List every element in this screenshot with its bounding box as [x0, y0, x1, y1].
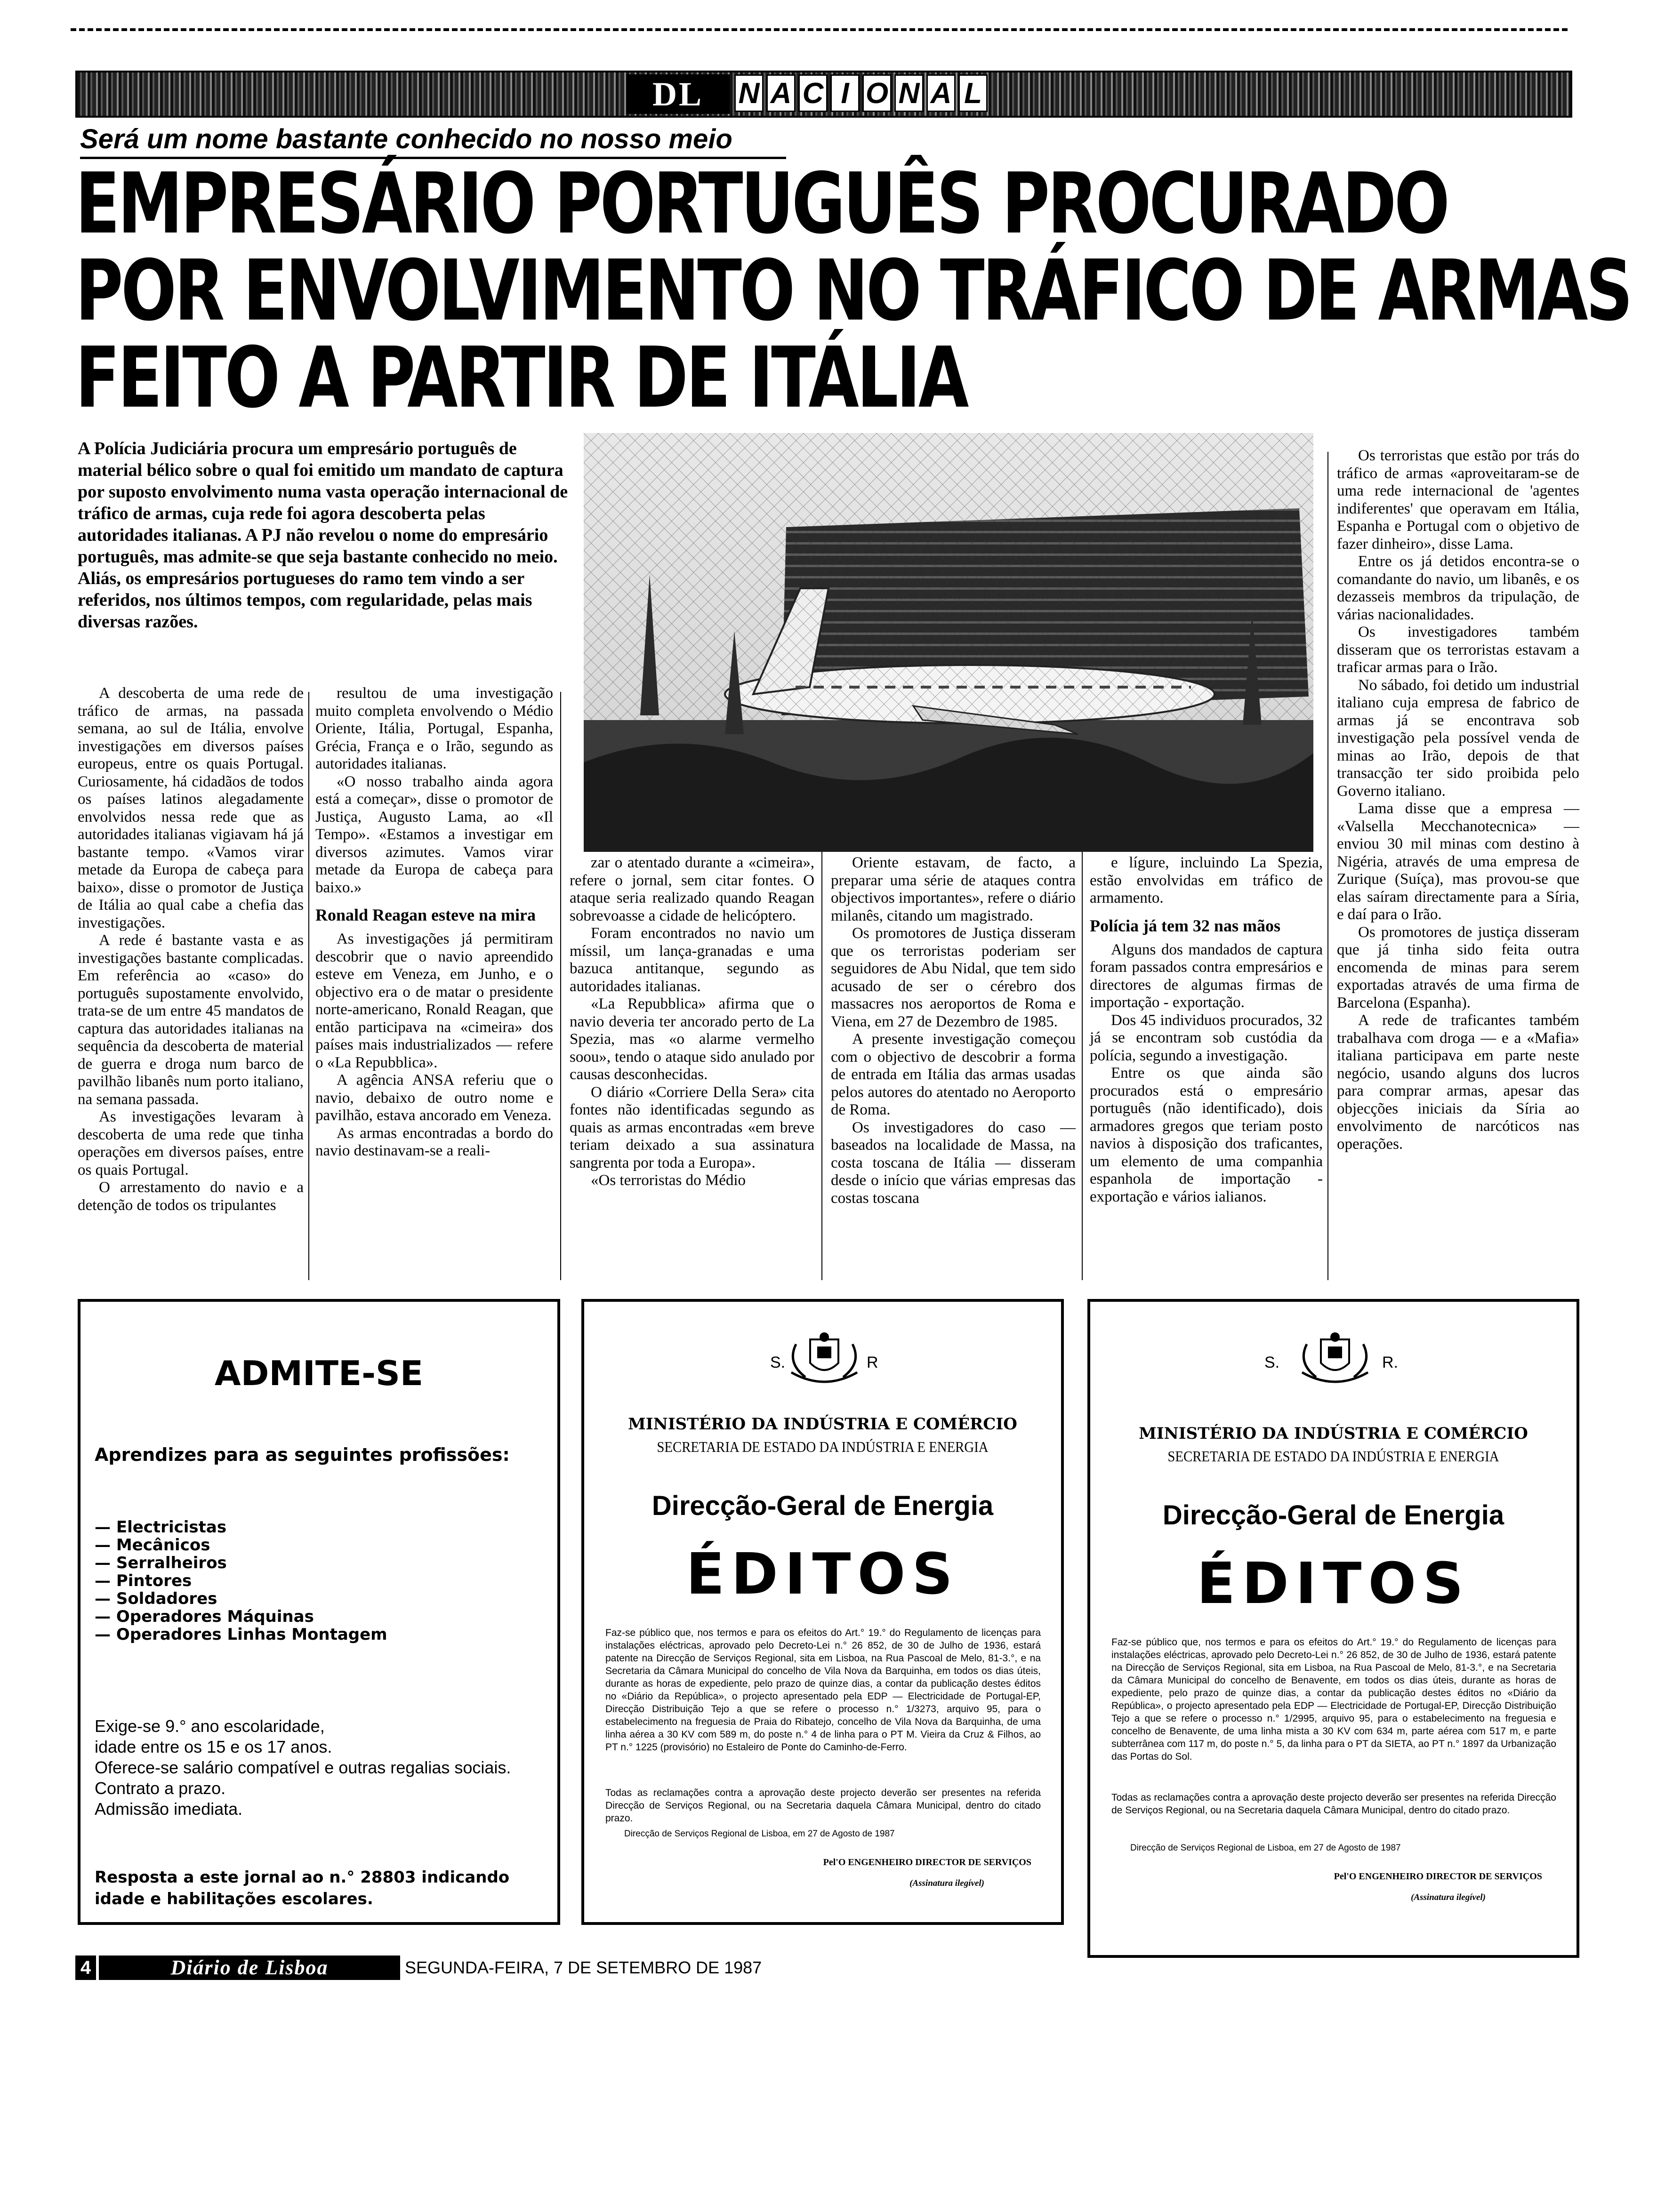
- paragraph: Os terroristas que estão por trás do tráfico de armas «aproveitaram-se de uma rede internacional de 'agentes indiferentes' que operavam em Itália, Espanha e Portugal com o objetivo de fazer dinheiro», disse Lama.: [1337, 447, 1579, 553]
- list-item: — Electricistas: [95, 1518, 227, 1537]
- article-column-1: [78, 685, 304, 1214]
- headline-line: EMPRESÁRIO PORTUGUÊS PROCURADO: [75, 155, 1448, 252]
- editos-signature: (Assinatura ilegível): [909, 1878, 984, 1888]
- paragraph: Alguns dos mandados de captura foram passados contra empresários e directores de algumas firmas de importação - exportação.: [1090, 941, 1323, 1011]
- sr-left-letter: S.: [1264, 1354, 1280, 1371]
- paragraph: A rede é bastante vasta e as investigações bastante complicadas. Em referência ao «caso» do português supostamente envolvido, trata-se de um entre 45 mandatos de captura das autoridades italianas na sequência da descoberta de material de guerra e droga num barco de pavilhão libanês num porto italiano, na semana passada.: [78, 932, 304, 1108]
- directorate-name: Direcção-Geral de Energia: [652, 1491, 994, 1521]
- paragraph: As investigações já permitiram descobrir que o navio apreendido esteve em Veneza, em Junho, e o objectivo era o de matar o presidente norte-americano, Ronald Reagan, que então participava na «cimeira» dos países mais industrializados — refere o «La Repubblica».: [315, 930, 553, 1071]
- article-column-4: [831, 854, 1076, 1207]
- list-item: — Pintores: [95, 1571, 192, 1590]
- column-rule: [308, 692, 309, 1280]
- masthead-logo: Diário de Lisboa: [99, 1956, 400, 1980]
- section-label-nacional: [734, 74, 990, 114]
- article-column-3: [570, 854, 814, 1190]
- article-column-5: [1090, 854, 1323, 1206]
- paragraph: resultou de uma investigação muito completa envolvendo o Médio Oriente, Itália, Portugal, Espanha, Grécia, França e o Irão, segundo as autoridades italianas.: [315, 685, 553, 772]
- editos-signature: (Assinatura ilegível): [1411, 1892, 1486, 1902]
- paragraph: e lígure, incluindo La Spezia, estão envolvidas em tráfico de armamento.: [1090, 854, 1323, 906]
- paragraph: «O nosso trabalho ainda agora está a começar», disse o promotor de Justiça, Augusto Lama, ao «Il Tempo». «Estamos a investigar em diversos azimutes. Vamos virar metade da Europa de cabeça para baixo.»: [315, 773, 553, 896]
- issue-date: SEGUNDA-FEIRA, 7 DE SETEMBRO DE 1987: [405, 1958, 762, 1977]
- ministry-name: MINISTÉRIO DA INDÚSTRIA E COMÉRCIO: [1139, 1424, 1528, 1443]
- column-rule: [1082, 852, 1083, 1280]
- section-letter: A: [766, 74, 796, 112]
- section-letter: A: [926, 74, 956, 112]
- section-letter: I: [830, 74, 860, 112]
- ad-intro: Aprendizes para as seguintes profissões:: [95, 1444, 510, 1465]
- directorate-name: Direcção-Geral de Energia: [1162, 1500, 1504, 1531]
- airplane-photo-graphic: [584, 433, 1313, 852]
- section-letter: N: [734, 74, 764, 112]
- article-column-6: [1337, 447, 1579, 1153]
- paragraph: O diário «Corriere Della Sera» cita fontes não identificadas segundo as quais as armas encontradas «em breve teriam deixado a sua assinatura sangrenta por toda a Europa».: [570, 1083, 814, 1171]
- paragraph: Oriente estavam, de facto, a preparar uma série de ataques contra objectivos importantes», refere o diário milanês, citando um magistrado.: [831, 854, 1076, 924]
- subheading-reagan: Ronald Reagan esteve na mira: [315, 906, 536, 924]
- ministry-name: MINISTÉRIO DA INDÚSTRIA E COMÉRCIO: [628, 1415, 1017, 1434]
- paragraph: O arrestamento do navio e a detenção de todos os tripulantes: [78, 1179, 304, 1214]
- sr-right-letter: R: [867, 1354, 878, 1371]
- ad-admite-se: [78, 1299, 560, 1925]
- list-item: — Soldadores: [95, 1589, 217, 1608]
- paragraph: Lama disse que a empresa — «Valsella Mecchanotecnica» — enviou 30 mil minas com destino à Nigéria, através de uma empresa de Zurique (Suíça), mas provou-se que elas saíram directamente para a Síria, e daí para o Irão.: [1337, 800, 1579, 923]
- list-item: — Operadores Linhas Montagem: [95, 1625, 387, 1644]
- section-letter: N: [894, 74, 924, 112]
- article-photo-airplane: [584, 433, 1313, 852]
- list-item: — Mecânicos: [95, 1536, 210, 1555]
- list-item: — Operadores Máquinas: [95, 1607, 314, 1626]
- paragraph: A presente investigação começou com o objectivo de descobrir a forma de entrada em Itália das armas usadas pelos autores do atentado no Aeroporto de Roma.: [831, 1031, 1076, 1118]
- headline-line: FEITO A PARTIR DE ITÁLIA: [75, 329, 967, 426]
- headline-line: POR ENVOLVIMENTO NO TRÁFICO DE ARMAS: [75, 242, 1631, 339]
- requirement-line: Admissão imediata.: [95, 1799, 243, 1819]
- paragraph: A agência ANSA referiu que o navio, debaixo de outro nome e pavilhão, estava ancorado em Veneza.: [315, 1072, 553, 1124]
- editos-claims: Todas as reclamações contra a aprovação deste projecto deverão ser presentes na referida Direcção de Serviços Regional, ou na Secretaria daquela Câmara Municipal, dentro do citado prazo.: [1111, 1792, 1556, 1816]
- coat-of-arms-icon: [772, 1330, 876, 1387]
- section-letter: C: [798, 74, 828, 112]
- editos-title: ÉDITOS: [686, 1542, 959, 1607]
- paragraph: Entre os que ainda são procurados está o empresário português (não identificado), dois armadores gregos que teriam posto navios à disposição dos traficantes, um elemento de uma companhia espanhola de importação - exportação e vários ialianos.: [1090, 1065, 1323, 1205]
- paragraph: No sábado, foi detido um industrial italiano cuja empresa de fabrico de armas já se encontrava sob investigação pela possível venda de minas ao Irão, depois de that transacção ter sido proibida pelo Governo italiano.: [1337, 676, 1579, 800]
- paragraph: «Os terroristas do Médio: [591, 1172, 746, 1189]
- paragraph: «La Repubblica» afirma que o navio deveria ter ancorado perto de La Spezia, mas «o alarme vermelho soou», tendo o ataque sido anulado por causas desconhecidas.: [570, 995, 814, 1083]
- editos-signer: Pel'O ENGENHEIRO DIRECTOR DE SERVIÇOS: [823, 1857, 1031, 1867]
- secretariat-name: SECRETARIA DE ESTADO DA INDÚSTRIA E ENERGIA: [657, 1438, 989, 1455]
- ad-editos-barquinha: [581, 1299, 1064, 1925]
- ad-requirements: [95, 1716, 542, 1819]
- ad-profession-list: [95, 1518, 542, 1643]
- editos-title: ÉDITOS: [1197, 1551, 1470, 1617]
- ad-title: ADMITE-SE: [214, 1354, 424, 1393]
- section-letter: L: [958, 74, 988, 112]
- paragraph: As armas encontradas a bordo do navio destinavam-se a reali-: [315, 1124, 553, 1159]
- paragraph: zar o atentado durante a «cimeira», refere o jornal, sem citar fontes. O ataque seria realizado quando Reagan sobrevoasse a cidade de helicóptero.: [570, 854, 814, 924]
- page-number: 4: [75, 1956, 96, 1980]
- paragraph: Entre os já detidos encontra-se o comandante do navio, um libanês, e os dezasseis membros da tripulação, de várias nacionalidades.: [1337, 553, 1579, 623]
- paragraph: Os promotores de justiça disseram que já tinha sido feita outra encomenda de minas para serem exportadas através de uma firma de Barcelona (Espanha).: [1337, 923, 1579, 1011]
- article-headline: [75, 155, 1631, 426]
- paragraph: Os investigadores do caso — baseados na localidade de Massa, na costa toscana de Itália — disseram desde o início que várias empresas das costas toscana: [831, 1119, 1076, 1207]
- column-rule: [821, 852, 822, 1280]
- requirement-line: idade entre os 15 e os 17 anos.: [95, 1737, 332, 1756]
- section-letter: O: [862, 74, 892, 112]
- top-dashed-rule: [71, 28, 1568, 35]
- requirement-line: Contrato a prazo.: [95, 1779, 226, 1798]
- paragraph: Os promotores de Justiça disseram que os terroristas poderiam ser seguidores de Abu Nidal, que tem sido acusado de ser o cérebro dos massacres nos aeroportos de Roma e Viena, em 27 de Dezembro de 1985.: [831, 925, 1076, 1030]
- sr-right-letter: R.: [1382, 1354, 1398, 1371]
- paragraph: Foram encontrados no navio um míssil, um lança-granadas e uma bazuca antitanque, segundo as autoridades italianas.: [570, 925, 814, 995]
- column-rule: [1327, 452, 1328, 1280]
- subheading-policia: Polícia já tem 32 nas mãos: [1090, 916, 1280, 935]
- secretariat-name: SECRETARIA DE ESTADO DA INDÚSTRIA E ENERGIA: [1167, 1448, 1499, 1465]
- editos-body: Faz-se público que, nos termos e para os efeitos do Art.° 19.° do Regulamento de licenças para instalações eléctricas, aprovado pelo Decreto-Lei n.° 26 852, de 30 de Julho de 1936, estará patente na Direcção de Serviços Regional, sita em Lisboa, na Rua Pascoal de Melo, 81-3.°, e na Secretaria da Câmara Municipal do concelho de Vila Nova da Barquinha, em todos os dias úteis, durante as horas de expediente, pelo prazo de quinze dias, a contar da publicação destes éditos no «Diário da República», o projecto apresentado pela EDP — Electricidade de Portugal-EP, Direcção Distribuição Tejo a que se refere o processo n.° 1/3273, arquivo 95, para o estabelecimento na freguesia de Praia do Ribatejo, concelho de Vila Nova da Barquinha, de uma linha aérea a 30 KV com 589 m, do poste n.° 4 de linha para o PT M. Vieira da Cruz & Filhos, ao PT n.° 1225 (provisório) no Estaleiro de Ponte do Caminho-de-Ferro.: [605, 1627, 1041, 1753]
- ad-reply-instructions: Resposta a este jornal ao n.° 28803 indicando idade e habilitações escolares.: [95, 1868, 510, 1908]
- sr-left-letter: S.: [770, 1354, 786, 1371]
- paragraph: As investigações levaram à descoberta de uma rede que tinha operações em diversos países, entre os quais Portugal.: [78, 1108, 304, 1178]
- article-column-2: [315, 685, 553, 1160]
- editos-place-date: Direcção de Serviços Regional de Lisboa, em 27 de Agosto de 1987: [1130, 1843, 1401, 1853]
- column-rule: [560, 692, 561, 1280]
- requirement-line: Exige-se 9.° ano escolaridade,: [95, 1716, 325, 1736]
- ad-editos-benavente: [1087, 1299, 1579, 1958]
- coat-of-arms-icon: [1283, 1330, 1387, 1387]
- editos-place-date: Direcção de Serviços Regional de Lisboa, em 27 de Agosto de 1987: [624, 1829, 895, 1839]
- paragraph: Os investigadores também disseram que os terroristas estavam a traficar armas para o Irão.: [1337, 624, 1579, 676]
- list-item: — Serralheiros: [95, 1554, 227, 1572]
- paragraph: A rede de traficantes também trabalhava com droga — e a «Mafia» italiana participava em parte neste negócio, usando alguns dos lucros para comprar armas, apesar das objecções iniciais da Síria ao envolvimento de narcóticos nas operações.: [1337, 1012, 1579, 1153]
- article-lede: A Polícia Judiciária procura um empresário português de material bélico sobre o qual foi emitido um mandato de captura por suposto envolvimento numa vasta operação internacional de tráfico de armas, cuja rede foi agora descoberta pelas autoridades italianas. A PJ não revelou o nome do empresário português, mas admite-se que seja bastante conhecido no meio. Aliás, os empresários portugueses do ramo tem vindo a ser referidos, nos últimos tempos, com regularidade, pelas mais diversas razões.: [78, 439, 568, 632]
- editos-body: Faz-se público que, nos termos e para os efeitos do Art.° 19.° do Regulamento de licenças para instalações eléctricas, aprovado pelo Decreto-Lei n.° 26 852, de 30 de Julho de 1936, estará patente na Direcção de Serviços Regional, sita em Lisboa, na Rua Pascoal de Melo, 81-3.°, e na Secretaria da Câmara Municipal do concelho de Benavente, em todos os dias úteis, durante as horas de expediente, pelo prazo de quinze dias, a contar da publicação destes éditos no «Diário da República», o projecto apresentado pela EDP — Electricidade de Portugal-EP, Direcção Distribuição Tejo a que se refere o processo n.° 1/2995, arquivo 95, para o estabelecimento na freguesia e concelho de Benavente, de uma linha mista a 30 KV com 634 m, parte aérea com 517 m, e parte subterrânea com 117 m, do poste n.° 5, da linha para o PT da SIETA, ao PT n.° 1897 da Urbanização das Portas do Sol.: [1111, 1637, 1556, 1762]
- editos-claims: Todas as reclamações contra a aprovação deste projecto deverão ser presentes na referida Direcção de Serviços Regional, ou na Secretaria daquela Câmara Municipal, dentro do citado prazo.: [605, 1787, 1041, 1824]
- paragraph: Dos 45 individuos procurados, 32 já se encontram sob custódia da polícia, segundo a investigação.: [1090, 1011, 1323, 1064]
- dl-logo: DL: [626, 74, 730, 114]
- editos-signer: Pel'O ENGENHEIRO DIRECTOR DE SERVIÇOS: [1334, 1871, 1542, 1882]
- requirement-line: Oferece-se salário compatível e outras regalias sociais.: [95, 1758, 511, 1777]
- article-kicker: Será um nome bastante conhecido no nosso meio: [80, 123, 786, 159]
- paragraph: A descoberta de uma rede de tráfico de armas, na passada semana, ao sul de Itália, envolve investigações em diversos países europeus, entre os quais Portugal. Curiosamente, há cidadãos de todos os países latinos alegadamente envolvidos nessa rede que as autoridades italianas vigiavam há já bastante tempo. «Vamos virar metade da Europa de cabeça para baixo», disse o promotor de Justiça de Itália ao qual cabe a chefia das investigações.: [78, 685, 304, 931]
